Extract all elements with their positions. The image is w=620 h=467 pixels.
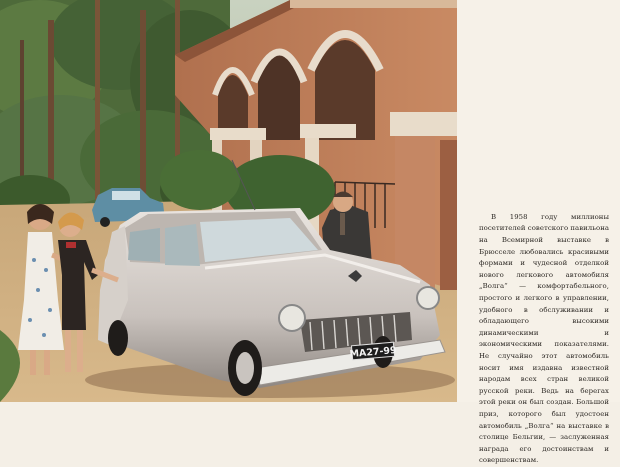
text-panel (457, 0, 620, 465)
license-plate: МА27-99 (349, 344, 398, 361)
article-paragraph: В 1958 году миллионы посетителей советского павильона на Всемирной выставке в Брюсселе любовались красивыми формами и чудесной отделкой нового легкового автомобиля „Волга“ — комфортабельного, простого и легкого в управлении, удобного в обслуживании и обладающего высокими динамическими и экономическими показателями. Не случайно этот автомобиль носит имя издавна известной народам всех стран великой русской реки. Ведь на берегах этой реки он был создан. Большой приз, которого был удостоен автомобиль „Волга“ на выставке в столице Бельгии, — заслуженная награда его достоинствам и совершенствам. (479, 212, 610, 465)
